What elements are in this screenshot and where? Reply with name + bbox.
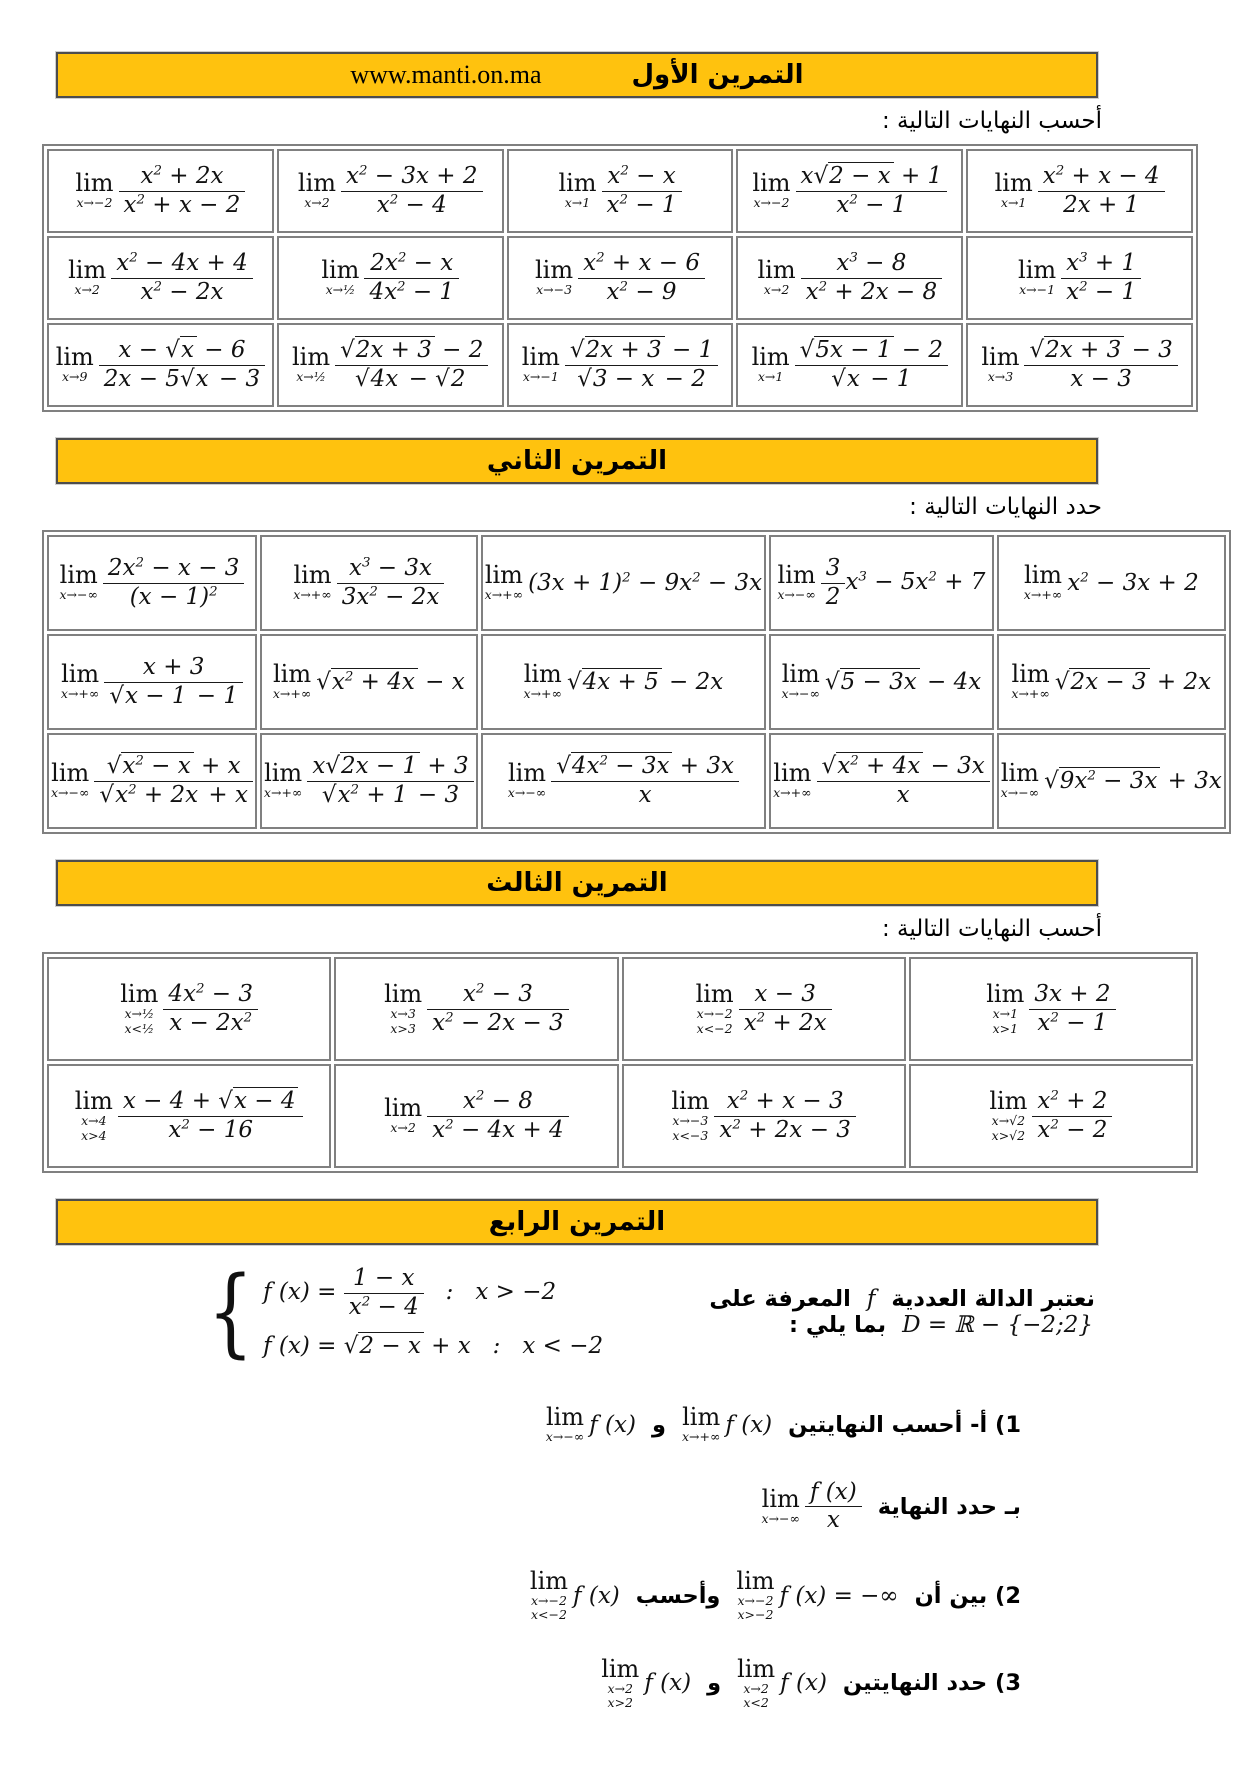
fraction: $\frac{4x^2 - 3}{x - 2x^2}$ bbox=[163, 981, 258, 1037]
sqrt-radical: √2 − x bbox=[344, 1332, 424, 1359]
question-2 bbox=[42, 1566, 1028, 1623]
limit-cell bbox=[481, 535, 766, 631]
lim-word: lim bbox=[989, 1087, 1028, 1116]
table-row bbox=[47, 634, 1226, 730]
fraction: $\frac{√2x + 3 - 1}{√3 - x - 2}$ bbox=[565, 337, 718, 393]
sqrt-radical: √2x − 3 bbox=[1055, 668, 1150, 695]
piecewise-function bbox=[200, 1255, 604, 1368]
website-link[interactable]: www.manti.on.ma bbox=[350, 60, 542, 89]
exercise-3-title: التمرين الثالث bbox=[486, 868, 668, 898]
fraction: $\frac{x - 3}{x^2 + 2x}$ bbox=[739, 981, 832, 1037]
lim-word: lim bbox=[120, 980, 159, 1009]
lim-word: lim bbox=[761, 1484, 800, 1513]
limit-cell bbox=[507, 323, 734, 407]
sqrt-radical: $√x^2 + 1$ bbox=[322, 781, 411, 808]
lim-word: lim bbox=[737, 1654, 776, 1683]
limit-expression: lim x→−3 x<−3 $\frac{x^2 + x - 3}{x^2 + 2x - 3}$ bbox=[671, 1088, 856, 1144]
table-row bbox=[47, 236, 1193, 320]
sqrt-radical: $√x^2 - x$ bbox=[107, 752, 194, 779]
arabic-text: المعرفة على bbox=[709, 1286, 851, 1313]
fraction: $\frac{2x^2 - x}{4x^2 - 1}$ bbox=[364, 250, 459, 306]
sqrt-radical: √2 − x bbox=[813, 162, 893, 189]
limit-expression: lim x→−1 $\frac{√2x + 3 - 1}{√3 - x - 2}$ bbox=[522, 337, 718, 393]
lim-word: lim bbox=[523, 660, 562, 689]
sqrt-radical: √2x + 3 bbox=[570, 336, 665, 363]
inline-limit bbox=[737, 1654, 827, 1711]
lim-word: lim bbox=[981, 343, 1020, 372]
fraction: $\frac{√2x + 3 - 3}{x - 3}$ bbox=[1024, 337, 1177, 393]
lim-word: lim bbox=[384, 980, 423, 1009]
limit-cell bbox=[334, 1064, 618, 1168]
exercise-2-title: التمرين الثاني bbox=[486, 446, 668, 476]
limit-expression: lim x→1 $\frac{√5x - 1 - 2}{√x - 1}$ bbox=[752, 337, 948, 393]
arabic-text: و bbox=[651, 1411, 666, 1438]
fraction: $\frac{x^2 + x - 3}{x^2 + 2x - 3}$ bbox=[714, 1088, 856, 1144]
lim-word: lim bbox=[507, 759, 547, 788]
limit-expression: lim x→−2 x<−2 f (x) bbox=[529, 1566, 620, 1623]
exercise-3-instruction: أحسب النهايات التالية : bbox=[881, 916, 1102, 942]
limit-expression: lim x→9 $\frac{x - √x - 6}{2x - 5√x - 3}$ bbox=[56, 337, 265, 393]
limit-expression: lim x→−∞ $\frac{√4x^2 - 3x + 3x}{x}$ bbox=[508, 753, 739, 809]
lim-word: lim bbox=[986, 980, 1025, 1009]
limit-expression: lim x→−2 x>−2 f (x) = −∞ bbox=[736, 1566, 899, 1623]
sqrt-radical: √2x + 3 bbox=[1029, 336, 1124, 363]
sqrt-radical: $√x^2 + 2x$ bbox=[99, 781, 201, 808]
limit-expression: lim x→−∞ $√9x^2 - 3x + 3x$ bbox=[1000, 759, 1222, 801]
fraction: $\frac{x^2 + 2}{x^2 - 2}$ bbox=[1032, 1088, 1112, 1144]
fraction: $\frac{√5x - 1 - 2}{√x - 1}$ bbox=[795, 337, 948, 393]
exercise-2-banner bbox=[56, 438, 1098, 484]
fraction: $\frac{x^2 - 8}{x^2 - 4x + 4}$ bbox=[427, 1088, 569, 1144]
piecewise-case: f (x) = $\frac{1 - x}{x^2 - 4}$ : x > −2 bbox=[263, 1265, 557, 1320]
fraction: $\frac{x - 4 + √x - 4}{x^2 - 16}$ bbox=[118, 1088, 304, 1144]
limit-cell bbox=[481, 634, 766, 730]
fraction: $\frac{x^2 + x - 6}{x^2 - 9}$ bbox=[578, 250, 705, 306]
lim-word: lim bbox=[757, 256, 796, 285]
exercise-1-instruction: أحسب النهايات التالية : bbox=[881, 108, 1102, 134]
limit-cell bbox=[997, 733, 1226, 829]
lim-word: lim bbox=[682, 1403, 721, 1432]
sqrt-radical: √x bbox=[180, 365, 212, 392]
sqrt-radical: $√9x^2 - 3x$ bbox=[1044, 767, 1160, 794]
lim-word: lim bbox=[59, 561, 98, 590]
inline-limit bbox=[736, 1566, 899, 1623]
limit-expression: lim x→2 $\frac{x^3 - 8}{x^2 + 2x - 8}$ bbox=[757, 250, 942, 306]
limit-expression: lim x→+∞ $\frac{x√2x - 1 + 3}{√x^2 + 1 - 3}$ bbox=[264, 753, 474, 809]
limit-cell bbox=[736, 236, 963, 320]
lim-word: lim bbox=[781, 660, 820, 689]
lim-word: lim bbox=[736, 1566, 775, 1595]
fraction: $\frac{√2x + 3 - 2}{√4x - √2}$ bbox=[335, 337, 488, 393]
lim-word: lim bbox=[68, 256, 107, 285]
inline-math: f bbox=[866, 1286, 876, 1313]
fraction: $\frac{3}{2}$ bbox=[821, 555, 846, 611]
limit-expression: lim x→3 x>3 $\frac{x^2 - 3}{x^2 - 2x - 3}$ bbox=[384, 981, 569, 1037]
limit-cell bbox=[277, 149, 504, 233]
limit-expression: lim x→−∞ $\frac{3}{2}$ $x^3 - 5x^2 + 7$ bbox=[777, 554, 986, 610]
question-1b bbox=[42, 1479, 1028, 1535]
limit-cell bbox=[47, 634, 257, 730]
table-row bbox=[47, 957, 1193, 1061]
limit-cell bbox=[507, 236, 734, 320]
lim-word: lim bbox=[321, 256, 360, 285]
limit-expression: lim x→−2 x<−2 $\frac{x - 3}{x^2 + 2x}$ bbox=[696, 981, 832, 1037]
table-row bbox=[47, 323, 1193, 407]
fraction: $\frac{x√2x - 1 + 3}{√x^2 + 1 - 3}$ bbox=[307, 753, 473, 809]
limit-expression: lim x→2 x<2 f (x) bbox=[737, 1654, 827, 1710]
limit-expression: lim x→+∞ $\frac{x^3 - 3x}{3x^2 - 2x}$ bbox=[293, 555, 444, 611]
limit-cell bbox=[260, 634, 478, 730]
fraction: $\frac{x^2 - 4x + 4}{x^2 - 2x}$ bbox=[111, 250, 253, 306]
exercise-1-banner bbox=[56, 52, 1098, 98]
fraction: $\frac{x - √x - 6}{2x - 5√x - 3}$ bbox=[99, 337, 265, 393]
limit-cell bbox=[736, 149, 963, 233]
lim-word: lim bbox=[529, 1566, 569, 1595]
sqrt-radical: $√4x^2 - 3x$ bbox=[556, 752, 672, 779]
limit-expression: lim x→−∞ f (x) bbox=[545, 1403, 636, 1445]
question-1a bbox=[42, 1405, 1028, 1444]
lim-word: lim bbox=[535, 256, 574, 285]
limit-expression: lim x→+∞ √2x − 3 + 2x bbox=[1011, 660, 1212, 702]
inline-limit bbox=[601, 1654, 692, 1711]
exercise-1-title: التمرين الأول bbox=[631, 60, 804, 90]
limit-expression: lim x→4 x>4 $\frac{x - 4 + √x - 4}{x^2 - 16}$ bbox=[75, 1088, 304, 1144]
limit-expression: lim x→√2 x>√2 $\frac{x^2 + 2}{x^2 - 2}$ bbox=[989, 1088, 1112, 1144]
sqrt-radical: $√x^2 + 4x$ bbox=[316, 668, 418, 695]
lim-word: lim bbox=[55, 343, 94, 372]
lim-word: lim bbox=[1018, 256, 1057, 285]
limit-expression: lim x→+∞ $x^2 - 3x + 2$ bbox=[1023, 561, 1199, 603]
sqrt-radical: √3 − x bbox=[577, 365, 657, 392]
sqrt-radical: √2x + 3 bbox=[340, 336, 435, 363]
limit-cell bbox=[769, 535, 994, 631]
limit-expression: lim x→½ x<½ $\frac{4x^2 - 3}{x - 2x^2}$ bbox=[120, 981, 258, 1037]
limit-cell bbox=[966, 236, 1193, 320]
lim-word: lim bbox=[545, 1403, 585, 1432]
limit-expression: lim x→1 x>1 $\frac{3x + 2}{x^2 - 1}$ bbox=[986, 981, 1115, 1037]
limit-expression: lim x→−∞ $\frac{f (x)}{x}$ bbox=[762, 1479, 862, 1535]
limit-expression: lim x→−1 $\frac{x^3 + 1}{x^2 - 1}$ bbox=[1018, 250, 1141, 306]
fraction: $\frac{3x + 2}{x^2 - 1}$ bbox=[1029, 981, 1115, 1037]
fraction: $\frac{x^2 - 3}{x^2 - 2x - 3}$ bbox=[427, 981, 569, 1037]
limit-cell bbox=[909, 1064, 1193, 1168]
limit-expression: lim x→2 x>2 f (x) bbox=[601, 1654, 692, 1710]
limit-cell bbox=[47, 535, 257, 631]
lim-word: lim bbox=[264, 759, 303, 788]
limit-cell bbox=[47, 733, 257, 829]
fraction: $\frac{x + 3}{√x - 1 - 1}$ bbox=[104, 654, 243, 710]
limit-expression: lim x→2 $\frac{x^2 - 4x + 4}{x^2 - 2x}$ bbox=[68, 250, 253, 306]
lim-word: lim bbox=[51, 759, 90, 788]
inline-limit bbox=[682, 1405, 772, 1444]
limit-cell bbox=[47, 1064, 331, 1168]
limit-cell bbox=[622, 957, 906, 1061]
arabic-text: بـ حدد النهاية bbox=[877, 1493, 1021, 1520]
curly-brace: { bbox=[207, 1255, 254, 1368]
fraction: $\frac{x^3 - 8}{x^2 + 2x - 8}$ bbox=[801, 250, 943, 306]
sqrt-radical: √x bbox=[165, 336, 197, 363]
limit-expression: lim x→−∞ √5 − 3x − 4x bbox=[781, 660, 982, 702]
lim-word: lim bbox=[272, 660, 312, 689]
limit-cell bbox=[622, 1064, 906, 1168]
fraction: $\frac{2x^2 - x - 3}{(x - 1)^2}$ bbox=[103, 555, 245, 611]
lim-word: lim bbox=[521, 343, 560, 372]
exercise-2-table bbox=[42, 530, 1231, 834]
lim-word: lim bbox=[751, 343, 790, 372]
fraction: $\frac{√4x^2 - 3x + 3x}{x}$ bbox=[551, 753, 739, 809]
arabic-text: و bbox=[707, 1670, 722, 1697]
sqrt-radical: √5x − 1 bbox=[800, 336, 895, 363]
inline-limit bbox=[529, 1566, 620, 1623]
inline-limit bbox=[546, 1405, 636, 1444]
limit-cell bbox=[507, 149, 734, 233]
lim-word: lim bbox=[695, 980, 734, 1009]
limit-cell bbox=[47, 236, 274, 320]
limit-expression: lim x→−2 $\frac{x^2 + 2x}{x^2 + x - 2}$ bbox=[75, 163, 245, 219]
limit-expression: lim x→+∞ $(3x + 1)^2 - 9x^2 - 3x$ bbox=[484, 561, 763, 603]
limit-expression: lim x→½ $\frac{2x^2 - x}{4x^2 - 1}$ bbox=[321, 250, 459, 306]
table-row bbox=[47, 149, 1193, 233]
limit-cell bbox=[769, 634, 994, 730]
sqrt-radical: √x − 1 bbox=[109, 682, 189, 709]
limit-cell bbox=[997, 535, 1226, 631]
table-row bbox=[47, 1064, 1193, 1168]
arabic-text: وأحسب bbox=[635, 1582, 721, 1609]
lim-word: lim bbox=[384, 1094, 423, 1123]
exercise-3-table bbox=[42, 952, 1198, 1173]
lim-word: lim bbox=[773, 759, 812, 788]
limit-expression: lim x→−∞ $\frac{√x^2 - x + x}{√x^2 + 2x + x}$ bbox=[51, 753, 253, 809]
sqrt-radical: √4x bbox=[355, 365, 401, 392]
limit-cell bbox=[277, 323, 504, 407]
limit-expression: lim x→1 $\frac{x^2 - x}{x^2 - 1}$ bbox=[558, 163, 681, 219]
lim-word: lim bbox=[484, 561, 523, 590]
lim-word: lim bbox=[1011, 660, 1050, 689]
limit-cell bbox=[47, 323, 274, 407]
lim-word: lim bbox=[297, 169, 336, 198]
fraction: $\frac{x^2 + 2x}{x^2 + x - 2}$ bbox=[119, 163, 246, 219]
arabic-text: 1) أ- أحسب النهايتين bbox=[788, 1411, 1021, 1438]
limit-expression: lim x→½ $\frac{√2x + 3 - 2}{√4x - √2}$ bbox=[292, 337, 488, 393]
limit-expression: lim x→−3 $\frac{x^2 + x - 6}{x^2 - 9}$ bbox=[535, 250, 705, 306]
limit-expression: lim x→3 $\frac{√2x + 3 - 3}{x - 3}$ bbox=[981, 337, 1177, 393]
fraction: $\frac{x^3 + 1}{x^2 - 1}$ bbox=[1061, 250, 1141, 306]
limit-expression: lim x→+∞ f (x) bbox=[681, 1403, 773, 1445]
sqrt-radical: √x bbox=[831, 365, 863, 392]
exercise-3-banner bbox=[56, 860, 1098, 906]
fraction: $\frac{x^2 + x - 4}{2x + 1}$ bbox=[1038, 163, 1165, 219]
limit-expression: lim x→+∞ $√x^2 + 4x - x$ bbox=[272, 660, 465, 702]
lim-word: lim bbox=[777, 561, 816, 590]
fraction: $\frac{x√2 - x + 1}{x^2 - 1}$ bbox=[796, 163, 948, 219]
limit-expression: lim x→+∞ $\frac{√x^2 + 4x - 3x}{x}$ bbox=[773, 753, 990, 809]
lim-word: lim bbox=[61, 660, 100, 689]
lim-word: lim bbox=[1000, 759, 1039, 788]
arabic-text: 3) حدد النهايتين bbox=[842, 1670, 1021, 1697]
fraction: $\frac{x^2 - x}{x^2 - 1}$ bbox=[602, 163, 682, 219]
limit-cell bbox=[47, 149, 274, 233]
inline-limit bbox=[762, 1479, 862, 1535]
sqrt-radical: √x − 4 bbox=[218, 1087, 298, 1114]
sqrt-radical: √2x − 1 bbox=[325, 752, 420, 779]
limit-expression: lim x→+∞ √4x + 5 − 2x bbox=[523, 660, 724, 702]
limit-expression: lim x→1 $\frac{x^2 + x - 4}{2x + 1}$ bbox=[995, 163, 1165, 219]
lim-word: lim bbox=[75, 169, 114, 198]
limit-cell bbox=[260, 535, 478, 631]
function-intro-text bbox=[603, 1286, 1102, 1338]
lim-word: lim bbox=[994, 169, 1033, 198]
arabic-text: 2) بين أن bbox=[914, 1582, 1021, 1609]
table-row bbox=[47, 535, 1226, 631]
lim-word: lim bbox=[752, 169, 791, 198]
lim-word: lim bbox=[291, 343, 331, 372]
sqrt-radical: √5 − 3x bbox=[825, 668, 920, 695]
limit-cell bbox=[997, 634, 1226, 730]
limit-expression: lim x→2 $\frac{x^2 - 8}{x^2 - 4x + 4}$ bbox=[384, 1088, 569, 1144]
limit-cell bbox=[769, 733, 994, 829]
lim-word: lim bbox=[601, 1654, 640, 1683]
arabic-text: نعتبر الدالة العددية bbox=[891, 1286, 1095, 1313]
limit-cell bbox=[966, 149, 1193, 233]
question-3 bbox=[42, 1654, 1028, 1711]
exercise-4-definition-row bbox=[42, 1245, 1198, 1368]
fraction: $\frac{√x^2 - x + x}{√x^2 + 2x + x}$ bbox=[94, 753, 253, 809]
limit-expression: lim x→−∞ $\frac{2x^2 - x - 3}{(x - 1)^2}$ bbox=[60, 555, 245, 611]
fraction: $\frac{√x^2 + 4x - 3x}{x}$ bbox=[817, 753, 990, 809]
limit-cell bbox=[909, 957, 1193, 1061]
lim-word: lim bbox=[558, 169, 597, 198]
table-row bbox=[47, 733, 1226, 829]
sqrt-radical: $√x^2 + 4x$ bbox=[822, 752, 924, 779]
lim-word: lim bbox=[293, 561, 332, 590]
sqrt-radical: √4x + 5 bbox=[567, 668, 662, 695]
inline-math: D = ℝ − {−2;2} bbox=[902, 1312, 1093, 1339]
fraction: $\frac{1 - x}{x^2 - 4}$ bbox=[344, 1265, 424, 1321]
lim-word: lim bbox=[671, 1087, 710, 1116]
lim-word: lim bbox=[1023, 561, 1063, 590]
limit-cell bbox=[260, 733, 478, 829]
fraction: $\frac{x^3 - 3x}{3x^2 - 2x}$ bbox=[337, 555, 445, 611]
piecewise-case: f (x) = √2 − x + x : x < −2 bbox=[263, 1333, 604, 1360]
exercise-1-table bbox=[42, 144, 1198, 412]
limit-expression: lim x→2 $\frac{x^2 - 3x + 2}{x^2 - 4}$ bbox=[298, 163, 483, 219]
limit-cell bbox=[277, 236, 504, 320]
exercise-4-questions bbox=[42, 1363, 1198, 1710]
fraction: $\frac{x^2 - 3x + 2}{x^2 - 4}$ bbox=[341, 163, 483, 219]
exercise-4-banner bbox=[56, 1199, 1098, 1245]
limit-cell bbox=[736, 323, 963, 407]
limit-cell bbox=[334, 957, 618, 1061]
fraction: $\frac{f (x)}{x}$ bbox=[805, 1479, 862, 1535]
limit-cell bbox=[481, 733, 766, 829]
exercise-4-title: التمرين الرابع bbox=[488, 1207, 666, 1237]
sqrt-radical: √2 bbox=[435, 365, 468, 392]
arabic-text: بما يلي : bbox=[789, 1312, 887, 1339]
limit-expression: lim x→+∞ $\frac{x + 3}{√x - 1 - 1}$ bbox=[61, 654, 243, 710]
lim-word: lim bbox=[74, 1087, 113, 1116]
limit-cell bbox=[966, 323, 1193, 407]
limit-expression: lim x→−2 $\frac{x√2 - x + 1}{x^2 - 1}$ bbox=[752, 163, 947, 219]
exercise-2-instruction: حدد النهايات التالية : bbox=[909, 494, 1102, 520]
limit-cell bbox=[47, 957, 331, 1061]
